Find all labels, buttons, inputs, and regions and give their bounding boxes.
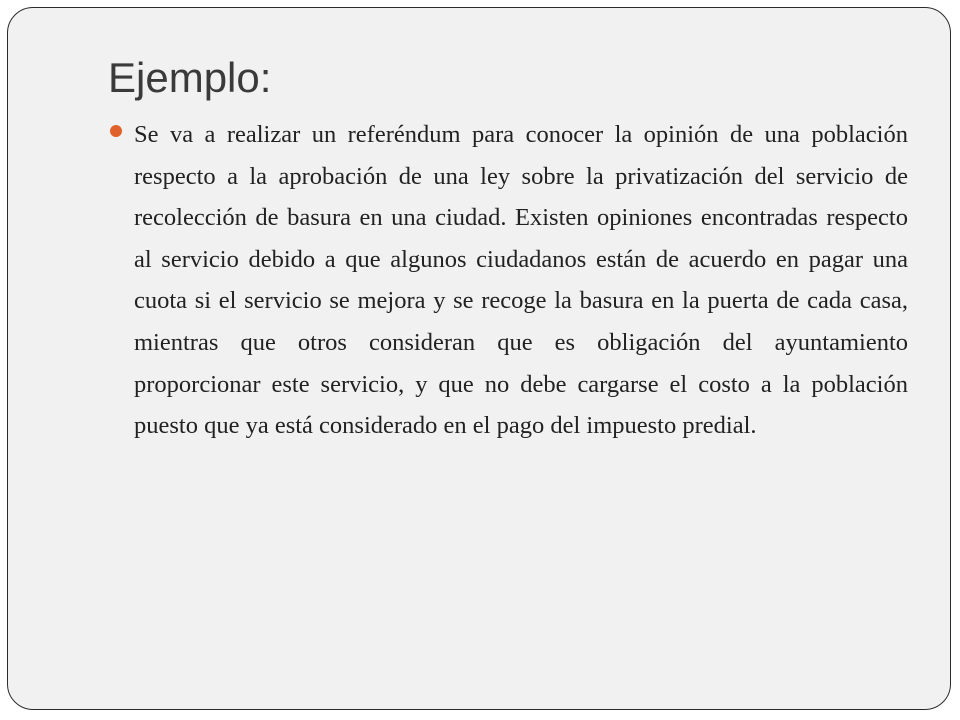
slide-title: Ejemplo: (108, 54, 272, 101)
bullet-list (108, 114, 908, 447)
bullet-dot-icon (110, 125, 122, 137)
bullet-text: Se va a realizar un referéndum para conocer la opinión de una población respecto a la aprobación de una ley sobre la privatización del servicio de recolección de basura en una ciudad. Existen opiniones encontradas respecto al servicio debido a que algunos ciudadanos están de acuerdo en pagar una cuota si el servicio se mejora y se recoge la basura en la puerta de cada casa, mientras que otros consideran que es obligación del ayuntamiento proporcionar este servicio, y que no debe cargarse el costo a la población puesto que ya está considerado en el pago del impuesto predial. (134, 121, 908, 440)
bullet-item (108, 114, 908, 447)
